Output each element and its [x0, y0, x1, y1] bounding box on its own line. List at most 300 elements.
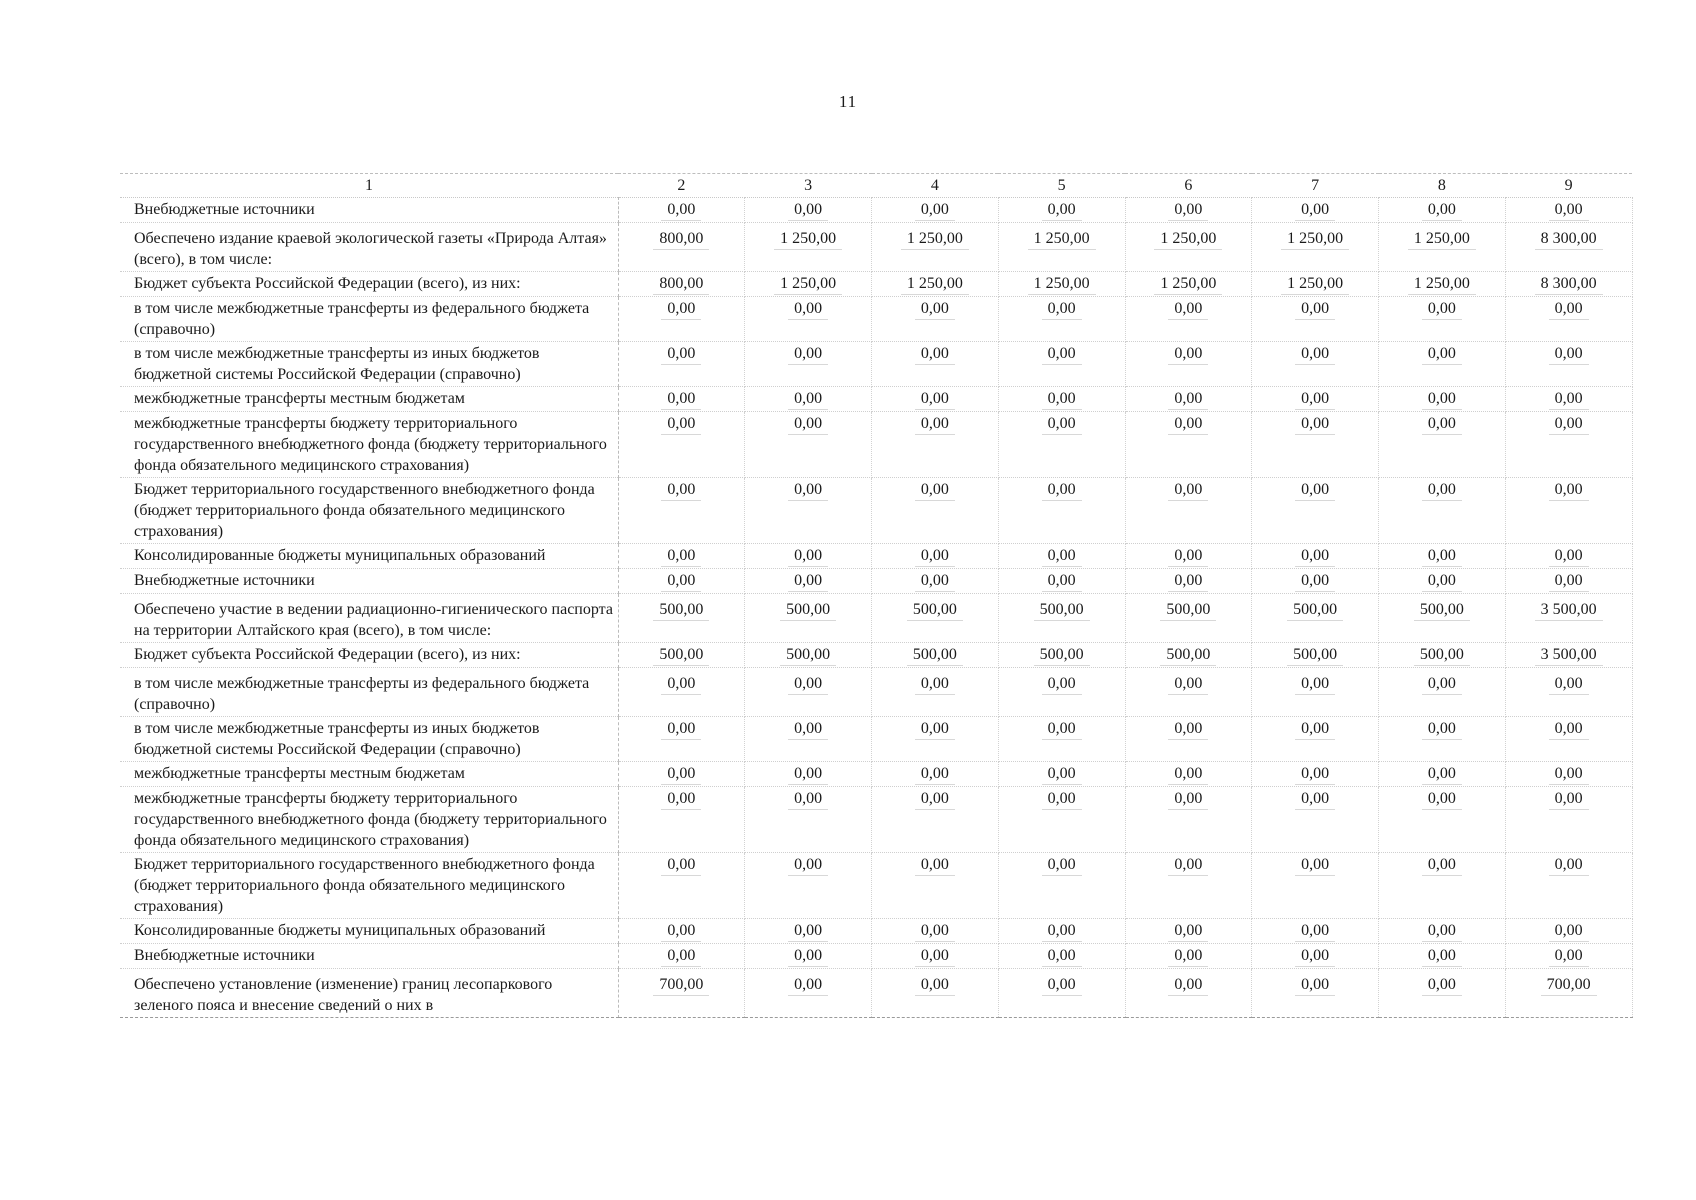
cell-value: 0,00 — [1295, 413, 1335, 435]
value-cell — [745, 198, 872, 223]
value-cell — [1505, 544, 1632, 569]
value-cell — [1505, 223, 1632, 272]
cell-value: 0,00 — [1295, 854, 1335, 876]
page-number: 11 — [838, 92, 858, 111]
cell-value: 0,00 — [1549, 479, 1589, 501]
value-cell — [1125, 762, 1252, 787]
value-cell — [745, 272, 872, 297]
value-cell — [1252, 297, 1379, 342]
row-label: межбюджетные трансферты бюджету территориального государственного внебюджетного фонда (бюджету территориального фонда обязательного медицинского страхования) — [120, 412, 618, 478]
value-cell — [1125, 569, 1252, 594]
cell-value: 0,00 — [915, 343, 955, 365]
cell-value: 0,00 — [915, 479, 955, 501]
cell-value: 500,00 — [1414, 599, 1470, 621]
value-cell — [1505, 272, 1632, 297]
value-cell — [998, 853, 1125, 919]
value-cell — [745, 969, 872, 1018]
cell-value: 0,00 — [1042, 199, 1082, 221]
cell-value: 500,00 — [780, 599, 836, 621]
cell-value: 1 250,00 — [1028, 273, 1096, 295]
value-cell — [872, 762, 999, 787]
value-cell — [745, 643, 872, 668]
cell-value: 0,00 — [661, 920, 701, 942]
cell-value: 0,00 — [1295, 920, 1335, 942]
cell-value: 0,00 — [915, 788, 955, 810]
value-cell — [1125, 342, 1252, 387]
value-cell — [618, 787, 745, 853]
cell-value: 0,00 — [1549, 343, 1589, 365]
cell-value: 0,00 — [1168, 413, 1208, 435]
cell-value: 500,00 — [1160, 644, 1216, 666]
value-cell — [618, 668, 745, 717]
cell-value: 0,00 — [1422, 413, 1462, 435]
cell-value: 0,00 — [1042, 388, 1082, 410]
cell-value: 0,00 — [915, 545, 955, 567]
cell-value: 0,00 — [1549, 673, 1589, 695]
cell-value: 0,00 — [1422, 570, 1462, 592]
value-cell — [618, 342, 745, 387]
cell-value: 0,00 — [1168, 479, 1208, 501]
cell-value: 0,00 — [661, 945, 701, 967]
cell-value: 0,00 — [915, 945, 955, 967]
value-cell — [1379, 569, 1506, 594]
cell-value: 0,00 — [1422, 199, 1462, 221]
value-cell — [618, 717, 745, 762]
value-cell — [618, 297, 745, 342]
cell-value: 0,00 — [1422, 545, 1462, 567]
cell-value: 0,00 — [1295, 673, 1335, 695]
value-cell — [1379, 198, 1506, 223]
value-cell — [1252, 853, 1379, 919]
cell-value: 0,00 — [1295, 718, 1335, 740]
value-cell — [1252, 762, 1379, 787]
row-label: Бюджет субъекта Российской Федерации (всего), из них: — [120, 272, 618, 297]
value-cell — [872, 944, 999, 969]
cell-value: 0,00 — [788, 854, 828, 876]
value-cell — [1252, 717, 1379, 762]
value-cell — [872, 643, 999, 668]
value-cell — [1252, 919, 1379, 944]
value-cell — [745, 853, 872, 919]
value-cell — [1125, 944, 1252, 969]
cell-value: 0,00 — [1042, 788, 1082, 810]
value-cell — [872, 198, 999, 223]
cell-value: 0,00 — [1295, 570, 1335, 592]
value-cell — [1505, 412, 1632, 478]
value-cell — [1505, 787, 1632, 853]
cell-value: 0,00 — [661, 718, 701, 740]
value-cell — [998, 969, 1125, 1018]
cell-value: 1 250,00 — [1154, 273, 1222, 295]
cell-value: 0,00 — [1422, 673, 1462, 695]
value-cell — [998, 544, 1125, 569]
table-row — [120, 223, 1632, 272]
value-cell — [745, 342, 872, 387]
cell-value: 0,00 — [661, 570, 701, 592]
cell-value: 0,00 — [661, 545, 701, 567]
cell-value: 0,00 — [1549, 763, 1589, 785]
cell-value: 0,00 — [1295, 945, 1335, 967]
cell-value: 0,00 — [1295, 479, 1335, 501]
cell-value: 0,00 — [1549, 298, 1589, 320]
value-cell — [745, 478, 872, 544]
cell-value: 0,00 — [1042, 945, 1082, 967]
value-cell — [1125, 853, 1252, 919]
column-header: 9 — [1505, 174, 1632, 198]
value-cell — [1505, 342, 1632, 387]
value-cell — [872, 919, 999, 944]
cell-value: 0,00 — [915, 570, 955, 592]
table-row — [120, 342, 1632, 387]
cell-value: 0,00 — [1295, 974, 1335, 996]
value-cell — [872, 342, 999, 387]
cell-value: 0,00 — [1549, 413, 1589, 435]
cell-value: 0,00 — [1422, 479, 1462, 501]
cell-value: 500,00 — [907, 644, 963, 666]
value-cell — [1252, 387, 1379, 412]
cell-value: 0,00 — [1168, 199, 1208, 221]
cell-value: 0,00 — [1042, 479, 1082, 501]
value-cell — [1505, 853, 1632, 919]
row-label: в том числе межбюджетные трансферты из федерального бюджета (справочно) — [120, 297, 618, 342]
value-cell — [872, 594, 999, 643]
cell-value: 0,00 — [1549, 718, 1589, 740]
value-cell — [1125, 668, 1252, 717]
value-cell — [1505, 387, 1632, 412]
table-row — [120, 412, 1632, 478]
value-cell — [618, 853, 745, 919]
table-row — [120, 668, 1632, 717]
value-cell — [998, 412, 1125, 478]
cell-value: 0,00 — [1168, 545, 1208, 567]
value-cell — [1379, 969, 1506, 1018]
value-cell — [872, 297, 999, 342]
row-label: Консолидированные бюджеты муниципальных образований — [120, 919, 618, 944]
table-row — [120, 478, 1632, 544]
value-cell — [998, 198, 1125, 223]
cell-value: 0,00 — [1042, 413, 1082, 435]
cell-value: 0,00 — [1168, 763, 1208, 785]
value-cell — [618, 919, 745, 944]
value-cell — [1252, 223, 1379, 272]
value-cell — [1125, 594, 1252, 643]
value-cell — [998, 272, 1125, 297]
value-cell — [1379, 853, 1506, 919]
value-cell — [1125, 478, 1252, 544]
value-cell — [1379, 544, 1506, 569]
cell-value: 500,00 — [1414, 644, 1470, 666]
cell-value: 0,00 — [915, 763, 955, 785]
column-header: 5 — [998, 174, 1125, 198]
value-cell — [1252, 198, 1379, 223]
table-row — [120, 853, 1632, 919]
value-cell — [745, 544, 872, 569]
value-cell — [1252, 544, 1379, 569]
cell-value: 0,00 — [1042, 854, 1082, 876]
cell-value: 0,00 — [1295, 298, 1335, 320]
cell-value: 0,00 — [915, 974, 955, 996]
table-row — [120, 272, 1632, 297]
cell-value: 0,00 — [1042, 920, 1082, 942]
value-cell — [745, 717, 872, 762]
cell-value: 0,00 — [1295, 343, 1335, 365]
value-cell — [1505, 569, 1632, 594]
value-cell — [998, 594, 1125, 643]
value-cell — [1505, 762, 1632, 787]
value-cell — [618, 594, 745, 643]
cell-value: 0,00 — [915, 388, 955, 410]
cell-value: 700,00 — [653, 974, 709, 996]
cell-value: 0,00 — [1549, 945, 1589, 967]
cell-value: 1 250,00 — [1154, 228, 1222, 250]
cell-value: 0,00 — [1168, 920, 1208, 942]
value-cell — [1379, 919, 1506, 944]
value-cell — [998, 297, 1125, 342]
cell-value: 0,00 — [661, 343, 701, 365]
cell-value: 0,00 — [1168, 343, 1208, 365]
value-cell — [1379, 342, 1506, 387]
value-cell — [872, 412, 999, 478]
row-label: Внебюджетные источники — [120, 569, 618, 594]
value-cell — [618, 969, 745, 1018]
row-label: в том числе межбюджетные трансферты из иных бюджетов бюджетной системы Российской Федерации (справочно) — [120, 717, 618, 762]
value-cell — [1125, 787, 1252, 853]
value-cell — [618, 387, 745, 412]
value-cell — [1252, 412, 1379, 478]
value-cell — [1379, 643, 1506, 668]
value-cell — [1252, 643, 1379, 668]
value-cell — [872, 717, 999, 762]
value-cell — [745, 944, 872, 969]
value-cell — [1379, 478, 1506, 544]
value-cell — [1252, 272, 1379, 297]
value-cell — [1379, 297, 1506, 342]
column-header: 2 — [618, 174, 745, 198]
cell-value: 0,00 — [661, 479, 701, 501]
cell-value: 500,00 — [1160, 599, 1216, 621]
value-cell — [1125, 412, 1252, 478]
table-row — [120, 717, 1632, 762]
cell-value: 0,00 — [1168, 298, 1208, 320]
row-label: Внебюджетные источники — [120, 944, 618, 969]
value-cell — [1379, 223, 1506, 272]
cell-value: 500,00 — [653, 599, 709, 621]
cell-value: 800,00 — [653, 228, 709, 250]
value-cell — [1379, 944, 1506, 969]
cell-value: 1 250,00 — [1408, 273, 1476, 295]
cell-value: 0,00 — [788, 479, 828, 501]
value-cell — [618, 223, 745, 272]
value-cell — [998, 569, 1125, 594]
cell-value: 0,00 — [788, 718, 828, 740]
cell-value: 0,00 — [1042, 298, 1082, 320]
cell-value: 0,00 — [915, 199, 955, 221]
value-cell — [1125, 198, 1252, 223]
cell-value: 0,00 — [661, 854, 701, 876]
value-cell — [618, 544, 745, 569]
cell-value: 1 250,00 — [774, 273, 842, 295]
value-cell — [1379, 668, 1506, 717]
cell-value: 1 250,00 — [901, 228, 969, 250]
cell-value: 0,00 — [1168, 788, 1208, 810]
value-cell — [618, 412, 745, 478]
column-header: 8 — [1379, 174, 1506, 198]
value-cell — [1505, 643, 1632, 668]
value-cell — [1125, 717, 1252, 762]
cell-value: 0,00 — [1168, 718, 1208, 740]
value-cell — [998, 787, 1125, 853]
cell-value: 500,00 — [1287, 599, 1343, 621]
cell-value: 0,00 — [1168, 974, 1208, 996]
row-label: Обеспечено издание краевой экологической газеты «Природа Алтая» (всего), в том числе: — [120, 223, 618, 272]
cell-value: 0,00 — [1422, 974, 1462, 996]
value-cell — [1125, 643, 1252, 668]
value-cell — [745, 787, 872, 853]
cell-value: 0,00 — [1042, 343, 1082, 365]
value-cell — [1379, 717, 1506, 762]
cell-value: 0,00 — [1042, 974, 1082, 996]
cell-value: 1 250,00 — [1028, 228, 1096, 250]
value-cell — [872, 853, 999, 919]
cell-value: 0,00 — [788, 945, 828, 967]
value-cell — [745, 387, 872, 412]
cell-value: 0,00 — [788, 298, 828, 320]
cell-value: 8 300,00 — [1535, 273, 1603, 295]
table-row — [120, 944, 1632, 969]
cell-value: 0,00 — [661, 298, 701, 320]
table-row — [120, 297, 1632, 342]
cell-value: 0,00 — [661, 673, 701, 695]
value-cell — [1379, 412, 1506, 478]
value-cell — [872, 223, 999, 272]
value-cell — [998, 944, 1125, 969]
cell-value: 0,00 — [1168, 854, 1208, 876]
row-label: Консолидированные бюджеты муниципальных образований — [120, 544, 618, 569]
value-cell — [872, 787, 999, 853]
value-cell — [872, 544, 999, 569]
cell-value: 0,00 — [1422, 788, 1462, 810]
value-cell — [1125, 387, 1252, 412]
cell-value: 0,00 — [915, 920, 955, 942]
cell-value: 0,00 — [1042, 673, 1082, 695]
value-cell — [1125, 544, 1252, 569]
value-cell — [1505, 594, 1632, 643]
value-cell — [1505, 944, 1632, 969]
column-header: 6 — [1125, 174, 1252, 198]
table-row — [120, 198, 1632, 223]
value-cell — [1252, 594, 1379, 643]
cell-value: 8 300,00 — [1535, 228, 1603, 250]
value-cell — [745, 919, 872, 944]
value-cell — [1379, 787, 1506, 853]
cell-value: 0,00 — [915, 298, 955, 320]
value-cell — [872, 387, 999, 412]
value-cell — [872, 668, 999, 717]
cell-value: 0,00 — [788, 673, 828, 695]
cell-value: 0,00 — [1168, 945, 1208, 967]
cell-value: 500,00 — [1287, 644, 1343, 666]
cell-value: 500,00 — [907, 599, 963, 621]
row-label: Бюджет территориального государственного внебюджетного фонда (бюджет территориального фонда обязательного медицинского страхования) — [120, 478, 618, 544]
table-row — [120, 387, 1632, 412]
value-cell — [998, 668, 1125, 717]
table-row — [120, 569, 1632, 594]
value-cell — [745, 668, 872, 717]
cell-value: 0,00 — [1549, 388, 1589, 410]
cell-value: 0,00 — [661, 763, 701, 785]
cell-value: 0,00 — [1422, 718, 1462, 740]
cell-value: 0,00 — [1168, 388, 1208, 410]
value-cell — [872, 569, 999, 594]
table-body — [120, 198, 1632, 1018]
table-row — [120, 762, 1632, 787]
column-header: 3 — [745, 174, 872, 198]
table-row — [120, 643, 1632, 668]
value-cell — [745, 594, 872, 643]
value-cell — [618, 944, 745, 969]
value-cell — [1505, 717, 1632, 762]
cell-value: 0,00 — [788, 545, 828, 567]
cell-value: 1 250,00 — [1408, 228, 1476, 250]
row-label: в том числе межбюджетные трансферты из иных бюджетов бюджетной системы Российской Федерации (справочно) — [120, 342, 618, 387]
cell-value: 3 500,00 — [1535, 644, 1603, 666]
row-label: Обеспечено установление (изменение) границ лесопаркового зеленого пояса и внесение сведений о них в — [120, 969, 618, 1018]
column-header: 7 — [1252, 174, 1379, 198]
value-cell — [1125, 969, 1252, 1018]
cell-value: 0,00 — [915, 718, 955, 740]
value-cell — [1505, 297, 1632, 342]
value-cell — [1505, 969, 1632, 1018]
cell-value: 0,00 — [788, 763, 828, 785]
value-cell — [1252, 478, 1379, 544]
value-cell — [1125, 297, 1252, 342]
value-cell — [1505, 668, 1632, 717]
cell-value: 0,00 — [1549, 788, 1589, 810]
row-label: межбюджетные трансферты местным бюджетам — [120, 387, 618, 412]
cell-value: 0,00 — [1042, 763, 1082, 785]
cell-value: 0,00 — [1422, 763, 1462, 785]
row-label: в том числе межбюджетные трансферты из федерального бюджета (справочно) — [120, 668, 618, 717]
cell-value: 0,00 — [1295, 788, 1335, 810]
cell-value: 0,00 — [788, 343, 828, 365]
value-cell — [618, 569, 745, 594]
cell-value: 0,00 — [915, 854, 955, 876]
cell-value: 0,00 — [661, 413, 701, 435]
row-label: Обеспечено участие в ведении радиационно-гигиенического паспорта на территории Алтайского края (всего), в том числе: — [120, 594, 618, 643]
value-cell — [1252, 668, 1379, 717]
cell-value: 0,00 — [1549, 545, 1589, 567]
cell-value: 0,00 — [1422, 854, 1462, 876]
row-label: Бюджет субъекта Российской Федерации (всего), из них: — [120, 643, 618, 668]
table-row — [120, 919, 1632, 944]
table-row — [120, 544, 1632, 569]
value-cell — [1252, 969, 1379, 1018]
cell-value: 0,00 — [1042, 570, 1082, 592]
value-cell — [1125, 919, 1252, 944]
value-cell — [1125, 223, 1252, 272]
cell-value: 0,00 — [915, 673, 955, 695]
cell-value: 0,00 — [1042, 718, 1082, 740]
value-cell — [618, 478, 745, 544]
row-label: межбюджетные трансферты бюджету территориального государственного внебюджетного фонда (бюджету территориального фонда обязательного медицинского страхования) — [120, 787, 618, 853]
value-cell — [998, 762, 1125, 787]
cell-value: 500,00 — [1034, 599, 1090, 621]
column-header: 1 — [120, 174, 618, 198]
value-cell — [745, 569, 872, 594]
budget-table — [120, 173, 1633, 1018]
cell-value: 1 250,00 — [1281, 273, 1349, 295]
value-cell — [618, 643, 745, 668]
